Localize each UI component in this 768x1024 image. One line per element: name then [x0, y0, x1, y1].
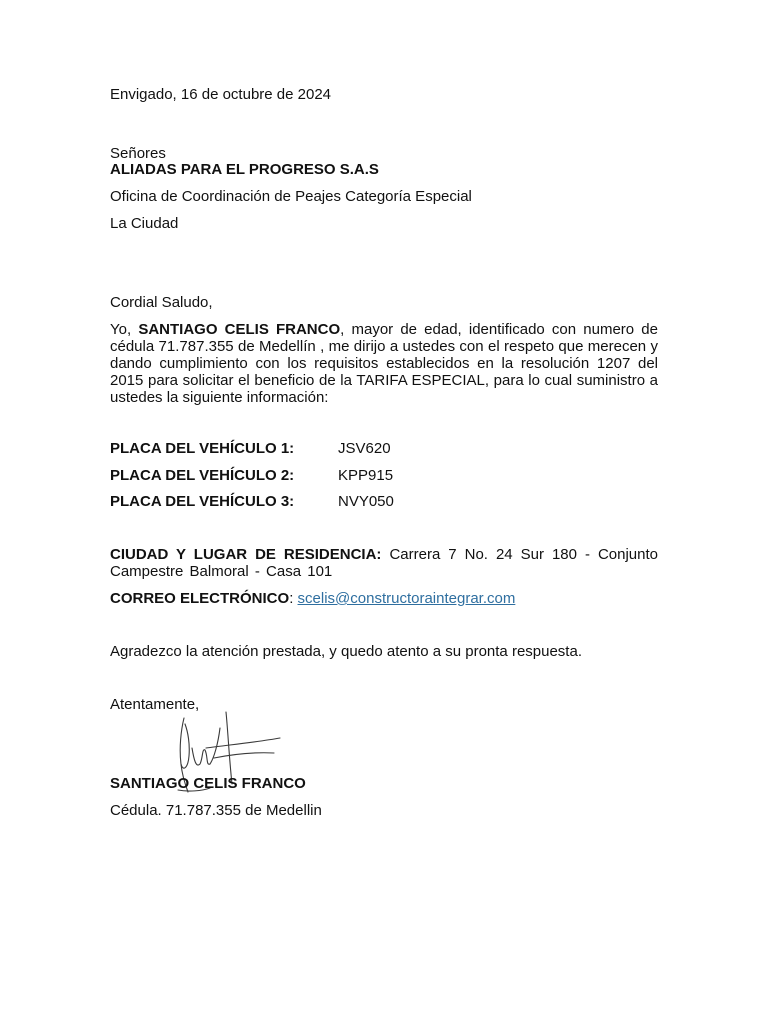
- residence-paragraph: [110, 546, 658, 580]
- vehicle-2-plate: KPP915: [338, 467, 394, 484]
- salutation: Cordial Saludo,: [110, 294, 213, 311]
- thanks-line: Agradezco la atención prestada, y quedo atento a su pronta respuesta.: [110, 643, 582, 660]
- email-separator: :: [289, 590, 294, 607]
- recipient-city: La Ciudad: [110, 215, 179, 232]
- recipient-greeting: Señores: [110, 145, 166, 162]
- vehicle-3-label: PLACA DEL VEHÍCULO 3:: [110, 493, 295, 510]
- vehicle-1-plate: JSV620: [338, 440, 391, 457]
- body-paragraph: [110, 321, 658, 406]
- vehicle-3-plate: NVY050: [338, 493, 394, 510]
- closing-line: Atentamente,: [110, 696, 200, 713]
- body-intro: Yo,: [110, 321, 139, 338]
- body-text: , mayor de edad, identificado con numero de cédula 71.787.355 de Medellín , me dirijo a ustedes con el respeto que merecen y dando cumplimiento con los requisitos establecidos en la resolución 1207 del 2015 para solicitar el beneficio de la TARIFA ESPECIAL, para lo cual suministro a ustedes la siguiente información:: [110, 321, 658, 406]
- recipient-company: ALIADAS PARA EL PROGRESO S.A.S: [110, 161, 379, 178]
- residence-label: CIUDAD Y LUGAR DE RESIDENCIA:: [110, 546, 382, 563]
- email-link[interactable]: scelis@constructoraintegrar.com: [297, 590, 516, 607]
- vehicle-1-label: PLACA DEL VEHÍCULO 1:: [110, 440, 295, 457]
- recipient-office: Oficina de Coordinación de Peajes Categoría Especial: [110, 188, 472, 205]
- residence-value: Carrera 7 No. 24 Sur 180 - Conjunto Campestre Balmoral - Casa 101: [110, 546, 659, 580]
- email-label: CORREO ELECTRÓNICO: [110, 590, 290, 607]
- signer-name: SANTIAGO CELIS FRANCO: [110, 775, 306, 792]
- signer-id: Cédula. 71.787.355 de Medellin: [110, 802, 322, 819]
- vehicle-2-label: PLACA DEL VEHÍCULO 2:: [110, 467, 295, 484]
- body-name: SANTIAGO CELIS FRANCO: [138, 321, 341, 338]
- place-date: Envigado, 16 de octubre de 2024: [110, 86, 332, 103]
- email-line: [110, 590, 515, 607]
